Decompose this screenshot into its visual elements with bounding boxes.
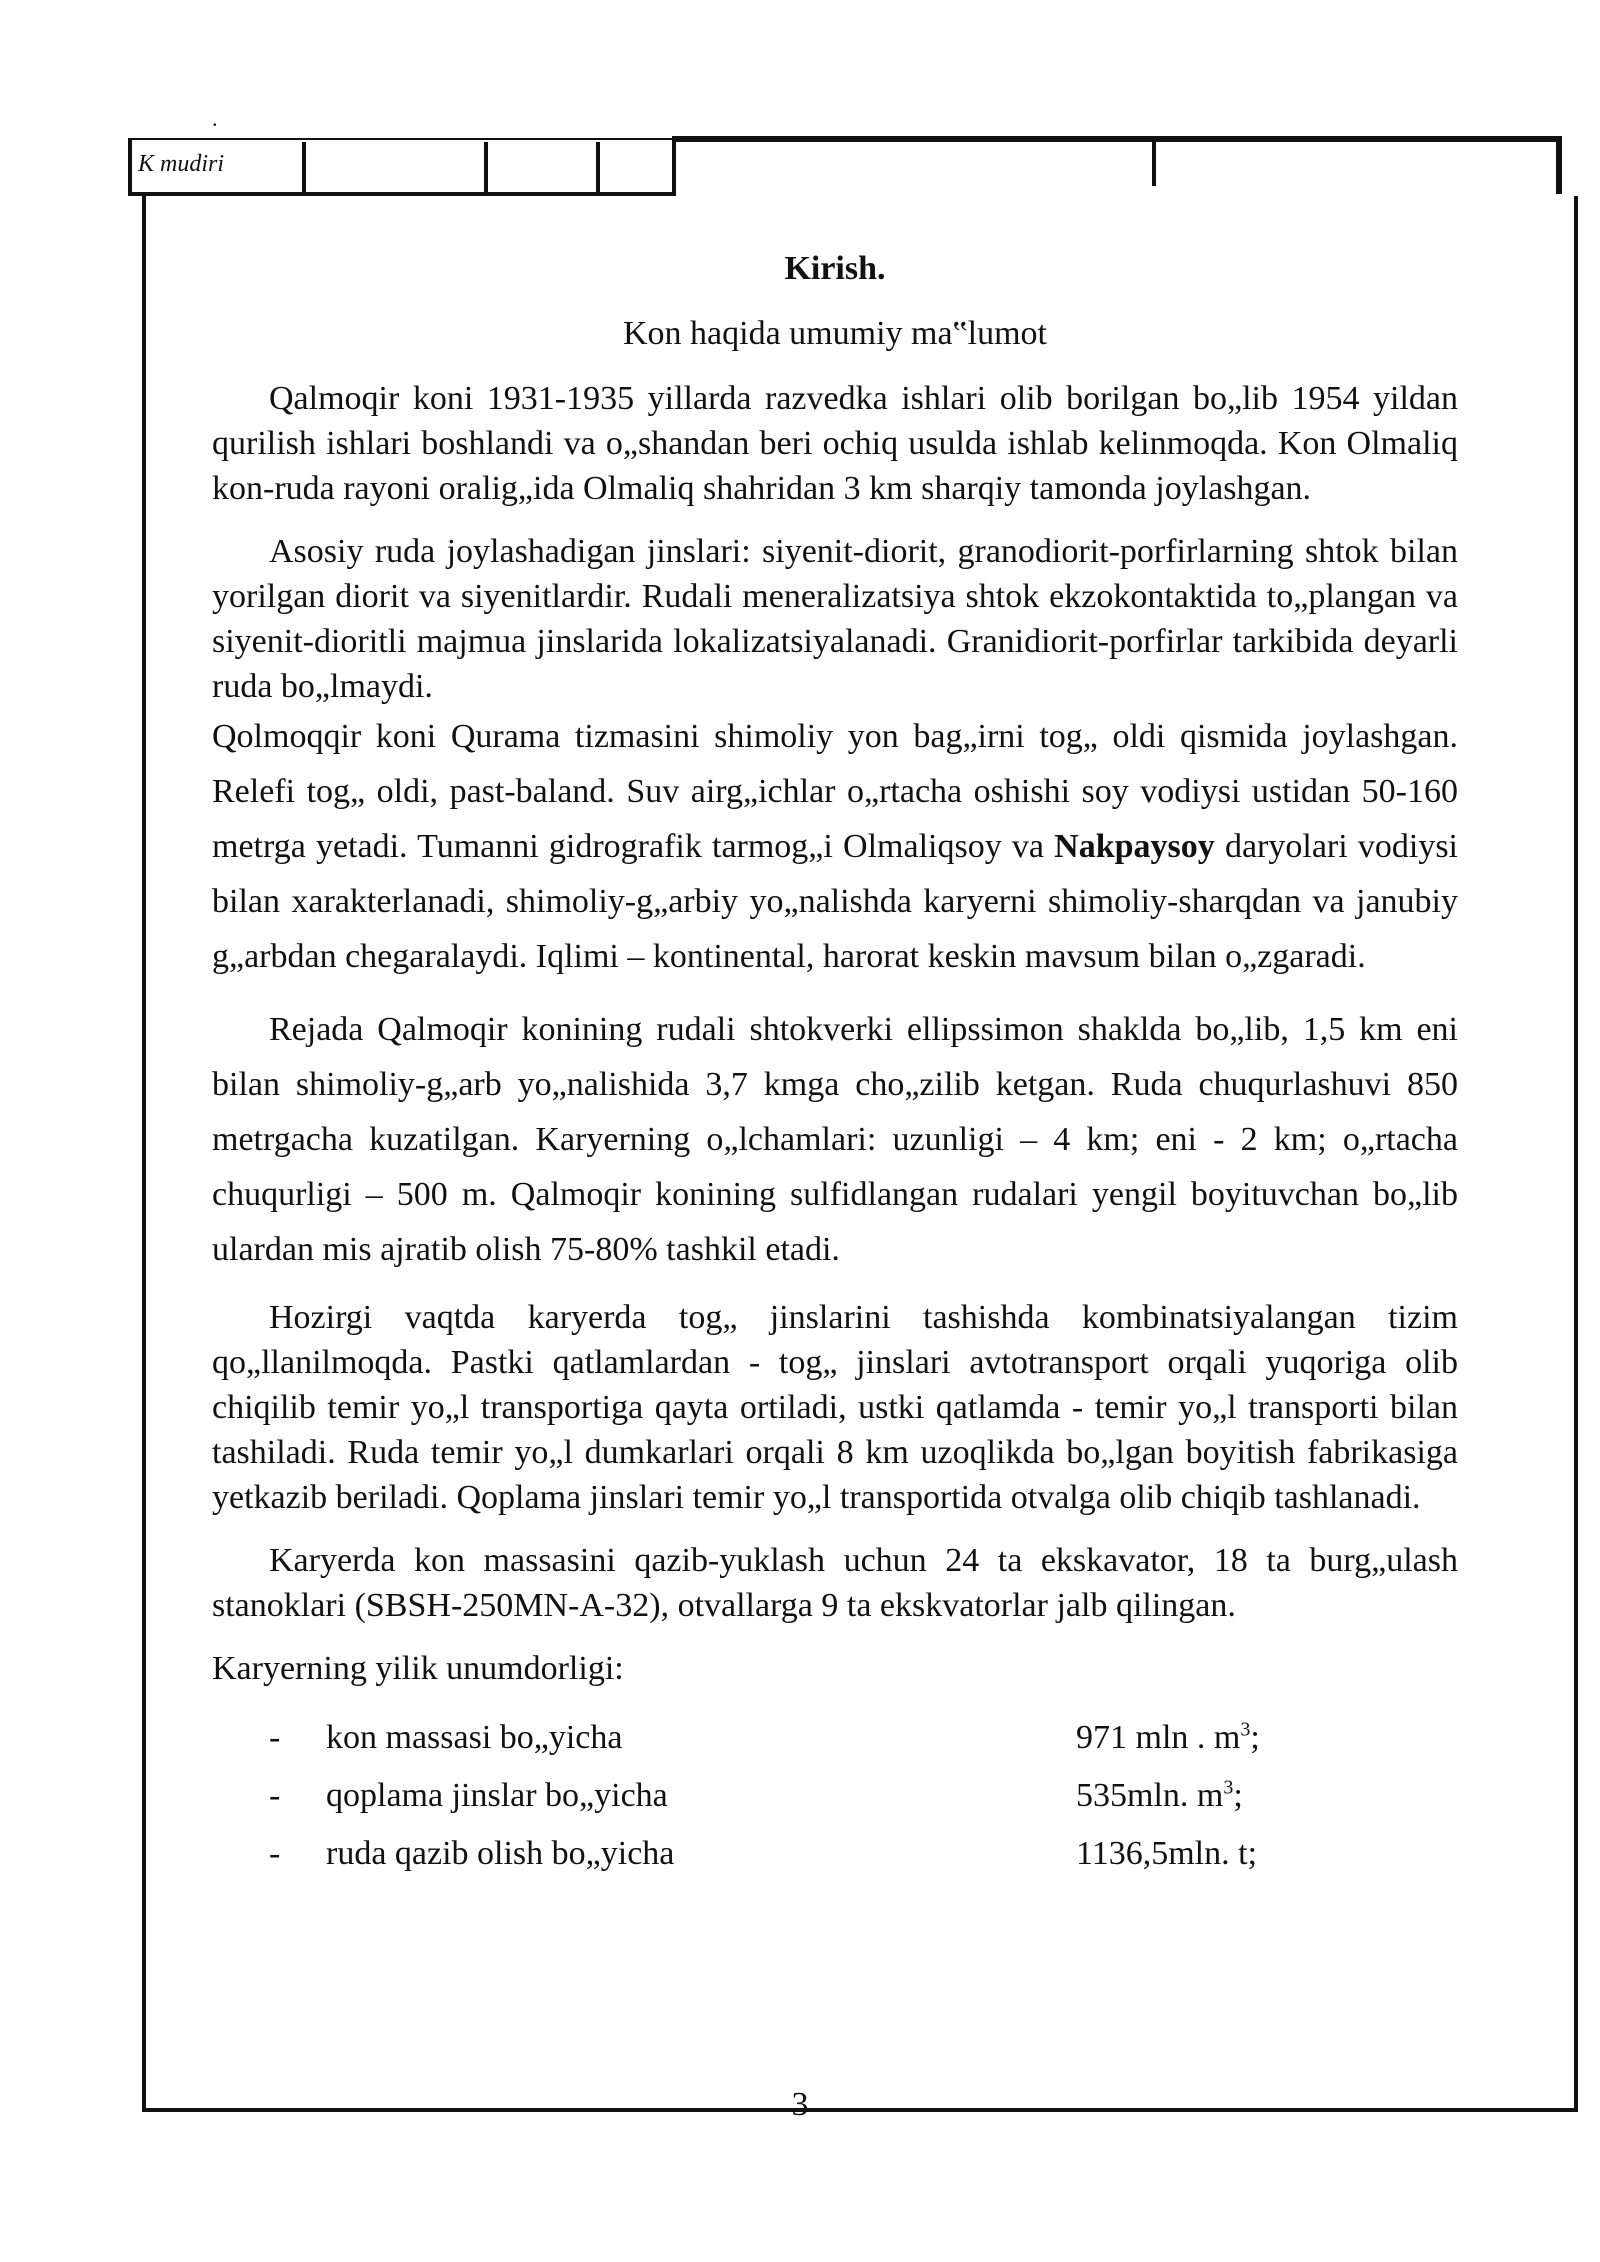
list-dash: - [269, 1777, 281, 1814]
paragraph-2: Asosiy ruda joylashadigan jinslari: siyenit-diorit, granodiorit-porfirlarning shtok bilan yorilgan diorit va siyenitlardir. Rudali meneralizatsiya shtok ekzokontaktida to„plangan va siyenit-dioritli majmua jinslarida lokalizatsiyalanadi. Granidiorit-porfirlar tarkibida deyarli ruda bo„lmaydi. [212, 533, 1458, 705]
stamp-divider-1 [302, 142, 306, 196]
stamp-bottom-line [128, 192, 676, 196]
stamp-divider-2 [484, 142, 488, 196]
list-value: 1136,5mln. t; [1076, 1835, 1258, 1872]
list-value: 971 mln . $m^3$; [1076, 1718, 1260, 1756]
list-item [212, 1715, 1458, 1773]
list-item [212, 1773, 1458, 1831]
stamp-divider-3 [596, 142, 600, 196]
paragraph-1: Qalmoqir koni 1931-1935 yillarda razvedka ishlari olib borilgan bo„lib 1954 yildan qurilish ishlari boshlandi va o„shandan beri ochiq usulda ishlab kelinmoqda. Kon Olmaliq kon-ruda rayoni oralig„ida Olmaliq shahridan 3 km sharqiy tamonda joylashgan. [212, 380, 1458, 507]
productivity-list [212, 1715, 1458, 1889]
paragraph-4: Rejada Qalmoqir konining rudali shtokverki ellipssimon shaklda bo„lib, 1,5 km eni bilan shimoliy-g„arb yo„nalishida 3,7 kmga cho„zilib ketgan. Ruda chuqurlashuvi 850 metrgacha kuzatilgan. Karyerning o„lchamlari: uzunligi – 4 km; eni - 2 km; o„rtacha chuqurligi – 500 m. Qalmoqir konining sulfidlangan rudalari yengil boyituvchan bo„lib ulardan mis ajratib olish 75-80% tashkil etadi. [212, 1011, 1458, 1268]
page-number: 3 [791, 2086, 809, 2123]
stamp-label: K mudiri [138, 151, 225, 177]
frame-left-line [142, 196, 146, 2110]
stamp-divider-4 [672, 138, 676, 196]
frame-right-line [1574, 196, 1578, 2110]
paragraph-3-text-b: daryolari vodiysi bilan xarakterlanadi, shimoliy-g„arbiy yo„nalishda karyerni shimoliy-sharqdan va janubiy g„arbdan chegaralaydi. Iqlimi – kontinental, harorat keskin mavsum bilan o„zgaradi. [212, 828, 1459, 975]
list-dash: - [269, 1835, 281, 1872]
header-dot: . [212, 106, 218, 131]
list-label: ruda qazib olish bo„yicha [326, 1835, 675, 1872]
list-label: qoplama jinslar bo„yicha [326, 1777, 668, 1814]
productivity-title: Karyerning yilik unumdorligi: [212, 1650, 624, 1687]
stamp-top-line [128, 138, 674, 140]
page-title: Kirish. [784, 250, 886, 287]
paragraph-3 [212, 709, 1458, 984]
list-value: 535mln. $m^3$; [1076, 1776, 1243, 1814]
stamp-left-line [128, 138, 132, 196]
paragraph-3-text-a: Qolmoqqir koni Qurama tizmasini shimoliy yon bag„irni tog„ oldi qismida joylashgan. Relefi tog„ oldi, past-baland. Suv airg„ichlar o„rtacha oshishi soy vodiysi ustidan 50-160 metrga yetadi. Tumanni gidrografik tarmog„i Olmaliqsoy va [212, 718, 1458, 865]
list-dash: - [269, 1719, 281, 1756]
section-subtitle: Kon haqida umumiy ma‟lumot [623, 315, 1047, 352]
top-right-end [1556, 136, 1562, 194]
paragraph-6: Karyerda kon massasini qazib-yuklash uchun 24 ta ekskavator, 18 ta burg„ulash stanoklari (SBSH-250MN-A-32), otvallarga 9 ta ekskvatorlar jalb qilingan. [212, 1542, 1458, 1624]
top-right-divider [1152, 142, 1156, 186]
river-name-bold: Nakpaysoy [1054, 828, 1215, 865]
paragraph-5: Hozirgi vaqtda karyerda tog„ jinslarini tashishda kombinatsiyalangan tizim qo„llanilmoqda. Pastki qatlamlardan - tog„ jinslari avtotransport orqali yuqoriga olib chiqilib temir yo„l transportiga qayta ortiladi, ustki qatlamda - temir yo„l transporti bilan tashiladi. Ruda temir yo„l dumkarlari orqali 8 km uzoqlikda bo„lgan boyitish fabrikasiga yetkazib beriladi. Qoplama jinslari temir yo„l transportida otvalga olib chiqib tashlanadi. [212, 1299, 1458, 1516]
top-right-bar [672, 136, 1562, 142]
list-label: kon massasi bo„yicha [326, 1719, 623, 1756]
list-item [212, 1831, 1458, 1889]
document-body [212, 246, 1458, 1889]
